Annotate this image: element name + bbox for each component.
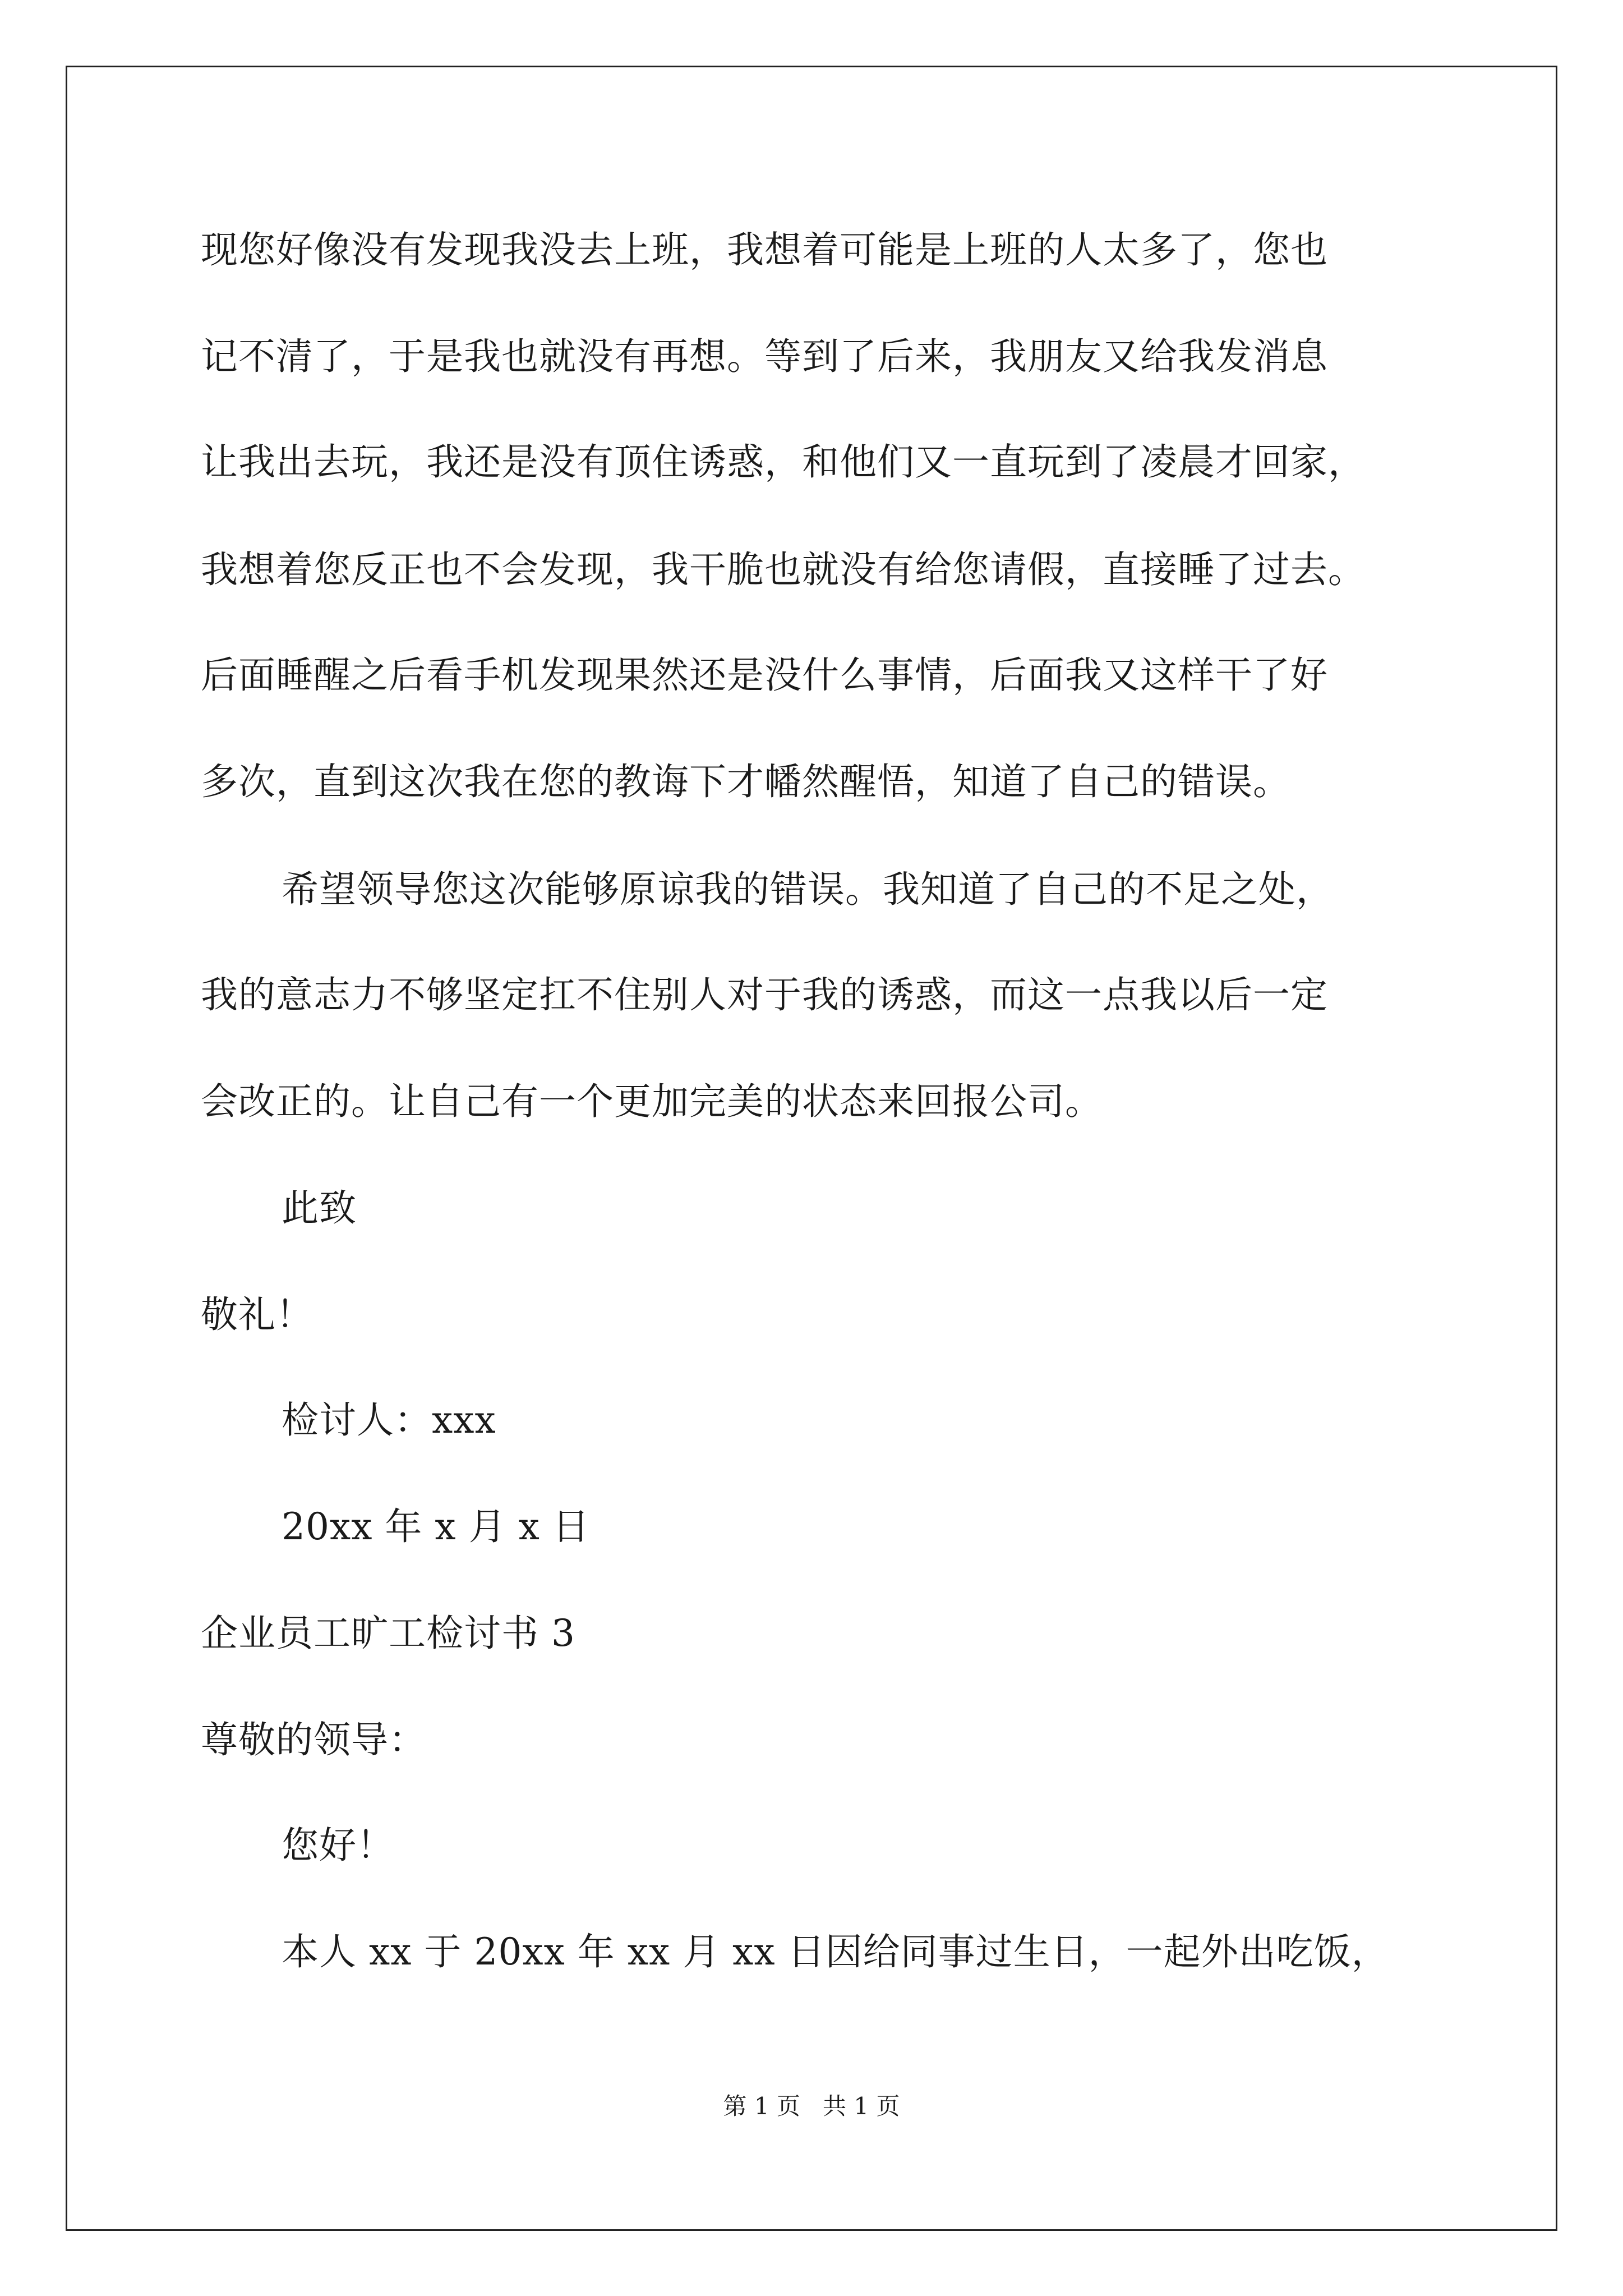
letter-greeting: 尊敬的领导： (201, 1718, 426, 1761)
signature-date: 20xx 年 x 月 x 日 (282, 1505, 590, 1548)
paragraph-line: 记不清了，于是我也就没有再想。等到了后来，我朋友又给我发消息 (201, 335, 1328, 378)
section-title: 企业员工旷工检讨书 3 (201, 1612, 575, 1655)
page-border (66, 66, 1557, 2231)
paragraph-line: 现您好像没有发现我没去上班，我想着可能是上班的人太多了，您也 (201, 228, 1328, 272)
paragraph-line: 多次，直到这次我在您的教诲下才幡然醒悟，知道了自己的错误。 (201, 760, 1290, 803)
paragraph-line: 后面睡醒之后看手机发现果然还是没什么事情，后面我又这样干了好 (201, 654, 1328, 697)
letter-hello: 您好！ (282, 1824, 394, 1867)
paragraph-line: 希望领导您这次能够原谅我的错误。我知道了自己的不足之处， (282, 868, 1334, 911)
paragraph-line: 会改正的。让自己有一个更加完美的状态来回报公司。 (201, 1080, 1103, 1123)
closing-respect: 敬礼！ (201, 1293, 313, 1336)
page-footer: 第 1 页 共 1 页 (723, 2092, 900, 2120)
signature-name: 检讨人：xxx (282, 1398, 496, 1442)
paragraph-line: 本人 xx 于 20xx 年 xx 月 xx 日因给同事过生日，一起外出吃饭， (282, 1930, 1389, 1973)
paragraph-line: 我的意志力不够坚定扛不住别人对于我的诱惑，而这一点我以后一定 (201, 973, 1328, 1016)
closing-salutation: 此致 (282, 1186, 357, 1230)
paragraph-line: 我想着您反正也不会发现，我干脆也就没有给您请假，直接睡了过去。 (201, 548, 1366, 591)
paragraph-line: 让我出去玩，我还是没有顶住诱惑，和他们又一直玩到了凌晨才回家， (201, 440, 1366, 484)
